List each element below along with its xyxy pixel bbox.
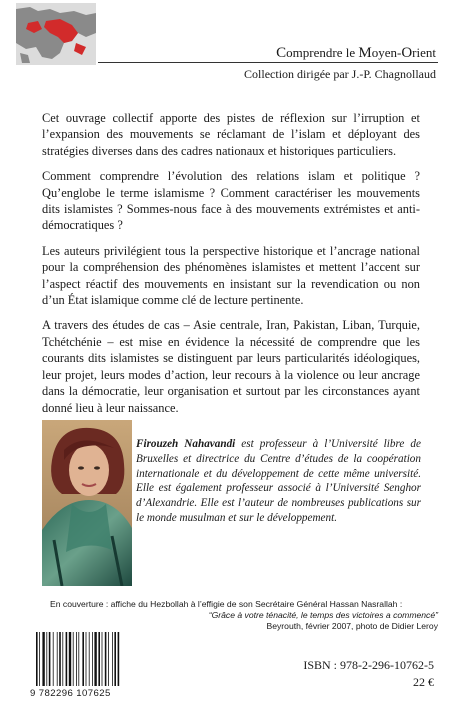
header-rule bbox=[98, 62, 438, 63]
paragraph: Comment comprendre l’évolution des relations islam et politique ? Qu’englobe le terme islamisme ? Comment caractériser les mouvements dits islamistes ? Sommes-nous face à des mouvements extrémistes et anti-démocratiques ? bbox=[42, 169, 420, 233]
paragraph: A travers des études de cas – Asie centrale, Iran, Pakistan, Liban, Turquie, Tchétchénie – est mise en évidence la nécessité de comprendre que les courants dits islamistes se distinguent par leurs particularités idéologiques, leur projet, leurs modes d’action, leur recours à la violence ou leur ancrage dans la démocratie, leur organisation et surtout par les circonstances ayant donné lieu à leur naissance. bbox=[42, 318, 420, 415]
series-title: Comprendre le Moyen-Orient bbox=[276, 45, 436, 61]
paragraph: Cet ouvrage collectif apporte des pistes de réflexion sur l’irruption et l’expansion des mouvements se réclamant de l’islam et déployant des stratégies diverses dans des cadres nationaux et historiques particuliers. bbox=[42, 111, 420, 158]
price: 22 € bbox=[413, 675, 434, 689]
back-cover-text bbox=[42, 110, 420, 425]
cover-caption: En couverture : affiche du Hezbollah à l’effigie de son Secrétaire Général Hassan Nasrallah : bbox=[50, 599, 403, 609]
paragraph: Les auteurs privilégient tous la perspective historique et l’ancrage national pour la compréhension des phénomènes islamistes et mettent l’accent sur l’aspect réactif des mouvements en insistant sur la revendication ou non d’un État islamique comme clé de lecture pertinente. bbox=[42, 243, 420, 308]
barcode bbox=[34, 632, 122, 690]
author-photo bbox=[42, 420, 132, 586]
barcode-digits: 9 782296 107625 bbox=[30, 688, 111, 699]
cover-credit bbox=[18, 599, 438, 632]
cover-quote: “Grâce à votre ténacité, le temps des victoires a commencé” bbox=[208, 610, 438, 620]
isbn: ISBN : 978-2-296-10762-5 bbox=[303, 658, 434, 672]
author-name: Firouzeh Nahavandi bbox=[136, 438, 236, 450]
author-bio bbox=[136, 437, 421, 526]
author-bio-text: est professeur à l’Université libre de Bruxelles et directrice du Centre d’études de la coopération internationale et du développement de cette même université. Elle est également professeur associé à l’Université Senghor d’Alexandrie. Elle est l’auteur de nombreuses publications sur le monde musulman et sur le développement. bbox=[136, 438, 421, 524]
middle-east-map-logo bbox=[16, 3, 96, 65]
series-editor: Collection dirigée par J.-P. Chagnollaud bbox=[244, 67, 436, 81]
photo-credit: Beyrouth, février 2007, photo de Didier Leroy bbox=[266, 621, 438, 631]
